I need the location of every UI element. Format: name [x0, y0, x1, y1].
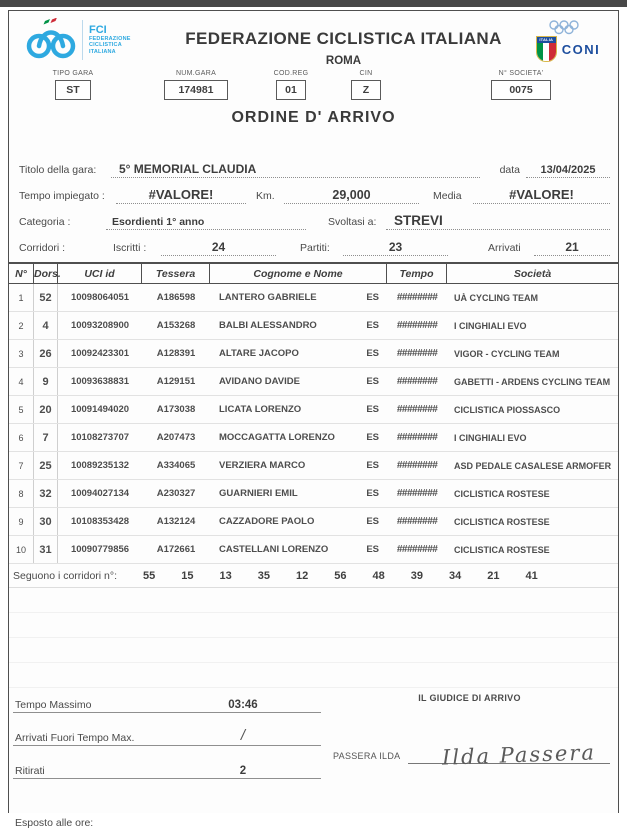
arrivati-value: 21	[534, 240, 610, 256]
cell-dors: 32	[34, 480, 58, 507]
coni-wordmark: CONI	[561, 41, 601, 57]
signature-row	[321, 730, 618, 770]
remaining-riders-row	[9, 564, 618, 588]
rider-category: ES	[366, 292, 379, 303]
cell-societa: CICLISTICA ROSTESE	[454, 488, 550, 499]
cell-societa: CICLISTICA PIOSSASCO	[454, 404, 561, 415]
cell-nome	[210, 460, 387, 471]
rider-name: LICATA LORENZO	[219, 404, 302, 415]
partiti-value: 23	[343, 240, 448, 256]
field-tipo-gara	[28, 70, 118, 100]
seguono-number: 21	[487, 570, 500, 582]
cell-tempo: ########	[396, 488, 438, 499]
partiti-label: Partiti:	[300, 242, 330, 254]
header-city: ROMA	[325, 55, 362, 67]
cell-pos: 8	[9, 480, 34, 507]
field-num-gara	[141, 70, 251, 100]
info-line-corridori	[19, 230, 610, 256]
italia-shield-label: ITALIA	[537, 37, 556, 43]
field-cin	[336, 70, 396, 100]
seguono-number: 48	[372, 570, 385, 582]
table-row	[9, 284, 618, 312]
field-value-box: ST	[55, 80, 91, 100]
cell-uci: 10093638831	[70, 376, 130, 387]
titolo-label: Titolo della gara:	[19, 164, 97, 176]
seguono-number: 15	[181, 570, 194, 582]
rider-name: CAZZADORE PAOLO	[219, 516, 315, 527]
cell-societa: CICLISTICA ROSTESE	[454, 544, 550, 555]
cell-tempo: ########	[396, 320, 438, 331]
esposto-row	[9, 817, 618, 829]
footer-section	[9, 690, 618, 789]
seguono-number: 55	[143, 570, 156, 582]
esposto-label: Esposto alle ore:	[15, 817, 94, 829]
field-value-box: 01	[276, 80, 306, 100]
cell-tempo: ########	[396, 292, 438, 303]
footer-totals	[9, 690, 321, 789]
tempo-massimo-row	[13, 690, 321, 713]
rider-name: BALBI ALESSANDRO	[219, 320, 317, 331]
cell-tessera: A334065	[156, 460, 196, 471]
col-header-societa: Società	[513, 268, 552, 280]
rider-category: ES	[366, 488, 379, 499]
field-label: COD.REG	[273, 70, 309, 77]
cell-societa: CICLISTICA ROSTESE	[454, 516, 550, 527]
corridori-label: Corridori :	[19, 242, 66, 254]
olympic-rings-icon	[545, 20, 591, 35]
data-value: 13/04/2025	[526, 164, 610, 178]
col-header-pos: N°	[9, 264, 34, 283]
cell-societa: ASD PEDALE CASALESE ARMOFER	[454, 460, 612, 471]
fuori-tempo-label: Arrivati Fuori Tempo Max.	[15, 732, 135, 744]
col-header-nome: Cognome e Nome	[210, 264, 387, 283]
italia-shield-icon	[536, 36, 557, 62]
cell-nome	[210, 348, 387, 359]
cell-tessera: A230327	[156, 488, 196, 499]
cell-societa: GABETTI - ARDENS CYCLING TEAM	[454, 376, 611, 387]
cell-pos: 5	[9, 396, 34, 423]
cell-tessera: A186598	[156, 292, 196, 303]
cell-uci: 10108353428	[70, 516, 130, 527]
rider-name: ALTARE JACOPO	[219, 348, 299, 359]
table-row	[9, 340, 618, 368]
rider-name: GUARNIERI EMIL	[219, 488, 298, 499]
tempo-impiegato-value: #VALORE!	[116, 187, 246, 204]
table-row	[9, 508, 618, 536]
race-id-fields	[9, 70, 618, 100]
table-row	[9, 536, 618, 564]
cell-dors: 7	[34, 424, 58, 451]
results-table-header	[9, 264, 618, 284]
cell-uci: 10094027134	[70, 488, 130, 499]
fci-name-line: CICLISTICA	[89, 42, 122, 49]
cell-societa: VIGOR - CYCLING TEAM	[454, 348, 560, 359]
cell-dors: 9	[34, 368, 58, 395]
cell-nome	[210, 544, 387, 555]
seguono-number: 34	[449, 570, 462, 582]
cell-societa: I CINGHIALI EVO	[454, 432, 527, 443]
field-label: NUM.GARA	[175, 70, 217, 77]
rider-category: ES	[366, 460, 379, 471]
categoria-label: Categoria :	[19, 216, 71, 228]
cell-tessera: A129151	[156, 376, 196, 387]
cell-tessera: A128391	[156, 348, 196, 359]
col-header-dors: Dors.	[34, 264, 58, 283]
seguono-number: 13	[219, 570, 232, 582]
cell-pos: 7	[9, 452, 34, 479]
arrivati-label: Arrivati	[488, 242, 521, 254]
cell-tessera: A132124	[156, 516, 196, 527]
rider-category: ES	[366, 320, 379, 331]
signature-line	[408, 730, 610, 770]
coni-logo	[530, 18, 606, 62]
svoltasi-label: Svoltasi a:	[328, 216, 377, 228]
info-line-categoria	[19, 204, 610, 230]
empty-rows-area	[9, 588, 618, 688]
field-value-box: 0075	[491, 80, 551, 100]
rider-name: CASTELLANI LORENZO	[219, 544, 329, 555]
col-header-tempo: Tempo	[387, 264, 447, 283]
field-label: TIPO GARA	[52, 70, 94, 77]
field-value-box: 174981	[164, 80, 228, 100]
fci-abbr: FCI	[89, 23, 107, 36]
cell-tempo: ########	[396, 432, 438, 443]
cell-pos: 6	[9, 424, 34, 451]
col-header-uci: UCI id	[58, 264, 142, 283]
coni-shield-row	[536, 36, 601, 62]
results-table	[9, 262, 618, 564]
document-page	[8, 10, 619, 829]
cell-tempo: ########	[396, 404, 438, 415]
document-title: ORDINE D' ARRIVO	[231, 109, 396, 126]
cell-pos: 4	[9, 368, 34, 395]
seguono-label: Seguono i corridori n°:	[13, 570, 118, 582]
cell-tessera: A153268	[156, 320, 196, 331]
race-info	[9, 152, 618, 256]
ritirati-label: Ritirati	[15, 765, 45, 777]
col-header-tessera: Tessera	[142, 264, 210, 283]
cell-dors: 30	[34, 508, 58, 535]
judge-title: IL GIUDICE DI ARRIVO	[418, 693, 521, 703]
cell-dors: 31	[34, 536, 58, 563]
seguono-number: 39	[410, 570, 424, 582]
field-label: N° SOCIETA'	[498, 70, 544, 77]
cell-dors: 20	[34, 396, 58, 423]
cell-tempo: ########	[396, 348, 438, 359]
judge-block	[321, 690, 618, 789]
italia-flag-stripes	[537, 43, 556, 61]
page-title: FEDERAZIONE CICLISTICA ITALIANA	[185, 29, 502, 48]
rider-category: ES	[366, 432, 379, 443]
cell-nome	[210, 404, 387, 415]
field-n-societa	[466, 70, 576, 100]
cell-uci: 10090779856	[70, 544, 130, 555]
header-titles	[157, 18, 530, 67]
cell-nome	[210, 432, 387, 443]
cell-tessera: A173038	[156, 404, 196, 415]
fci-wordmark	[89, 25, 131, 56]
cell-pos: 1	[9, 284, 34, 311]
rider-name: VERZIERA MARCO	[219, 460, 306, 471]
ritirati-row	[13, 756, 321, 779]
cell-pos: 3	[9, 340, 34, 367]
rider-category: ES	[366, 516, 379, 527]
cell-dors: 4	[34, 312, 58, 339]
cell-pos: 2	[9, 312, 34, 339]
titolo-value: 5° MEMORIAL CLAUDIA	[111, 162, 480, 178]
rider-category: ES	[366, 544, 379, 555]
table-row	[9, 452, 618, 480]
table-row	[9, 396, 618, 424]
seguono-number: 35	[257, 570, 271, 582]
cell-tempo: ########	[396, 460, 438, 471]
fci-logo	[25, 18, 157, 62]
seguono-number: 41	[525, 570, 538, 582]
tempo-impiegato-label: Tempo impiegato :	[19, 190, 105, 202]
rider-name: LANTERO GABRIELE	[219, 292, 317, 303]
info-line-tempo	[19, 178, 610, 204]
fci-bike-icon	[25, 18, 77, 62]
table-row	[9, 312, 618, 340]
fuori-tempo-row	[13, 723, 321, 746]
cell-nome	[210, 516, 387, 527]
km-label: Km.	[256, 190, 275, 202]
seguono-number: 56	[334, 570, 347, 582]
cell-uci: 10091494020	[70, 404, 130, 415]
table-row	[9, 480, 618, 508]
cell-tempo: ########	[396, 544, 438, 555]
fuori-tempo-value: /	[240, 727, 246, 744]
field-cod-reg	[256, 70, 326, 100]
document-header	[9, 11, 618, 67]
cell-societa: UÀ CYCLING TEAM	[454, 292, 538, 303]
judge-name: PASSERA ILDA	[333, 751, 401, 761]
rider-name: AVIDANO DAVIDE	[219, 376, 300, 387]
iscritti-label: Iscritti :	[113, 242, 147, 254]
cell-dors: 25	[34, 452, 58, 479]
table-row	[9, 424, 618, 452]
tempo-massimo-label: Tempo Massimo	[15, 699, 92, 711]
field-label: CIN	[359, 70, 373, 77]
cell-nome	[210, 488, 387, 499]
cell-nome	[210, 320, 387, 331]
seguono-number: 12	[296, 570, 309, 582]
cell-tempo: ########	[396, 376, 438, 387]
categoria-value: Esordienti 1° anno	[106, 216, 306, 230]
cell-dors: 52	[34, 284, 58, 311]
info-line-titolo	[19, 152, 610, 178]
cell-uci: 10089235132	[70, 460, 130, 471]
fci-name-line: FEDERAZIONE	[89, 35, 131, 42]
media-value: #VALORE!	[473, 187, 610, 204]
media-label: Media	[433, 190, 462, 202]
fci-name-line: ITALIANA	[89, 48, 116, 55]
logo-divider	[82, 20, 83, 60]
svoltasi-value: STREVI	[386, 213, 610, 230]
ritirati-value: 2	[239, 765, 247, 777]
cell-uci: 10092423301	[70, 348, 130, 359]
data-label: data	[499, 164, 520, 176]
rider-name: MOCCAGATTA LORENZO	[219, 432, 335, 443]
flag-red-stripe	[549, 43, 555, 61]
tempo-massimo-value: 03:46	[228, 699, 258, 711]
cell-uci: 10098064051	[70, 292, 130, 303]
rider-category: ES	[366, 376, 379, 387]
cell-pos: 9	[9, 508, 34, 535]
cell-nome	[210, 292, 387, 303]
table-row	[9, 368, 618, 396]
cell-uci: 10108273707	[70, 432, 130, 443]
rider-category: ES	[366, 348, 379, 359]
cell-tessera: A207473	[156, 432, 196, 443]
cell-nome	[210, 376, 387, 387]
km-value: 29,000	[284, 188, 419, 204]
cell-societa: I CINGHIALI EVO	[454, 320, 527, 331]
cell-tessera: A172661	[156, 544, 196, 555]
cell-tempo: ########	[396, 516, 438, 527]
rider-category: ES	[366, 404, 379, 415]
cell-uci: 10093208900	[70, 320, 130, 331]
cell-pos: 10	[9, 536, 34, 563]
scan-edge-artifact	[0, 0, 627, 7]
cell-dors: 26	[34, 340, 58, 367]
signature: Ilda Passera	[442, 740, 597, 770]
field-value-box: Z	[351, 80, 381, 100]
iscritti-value: 24	[161, 240, 276, 256]
